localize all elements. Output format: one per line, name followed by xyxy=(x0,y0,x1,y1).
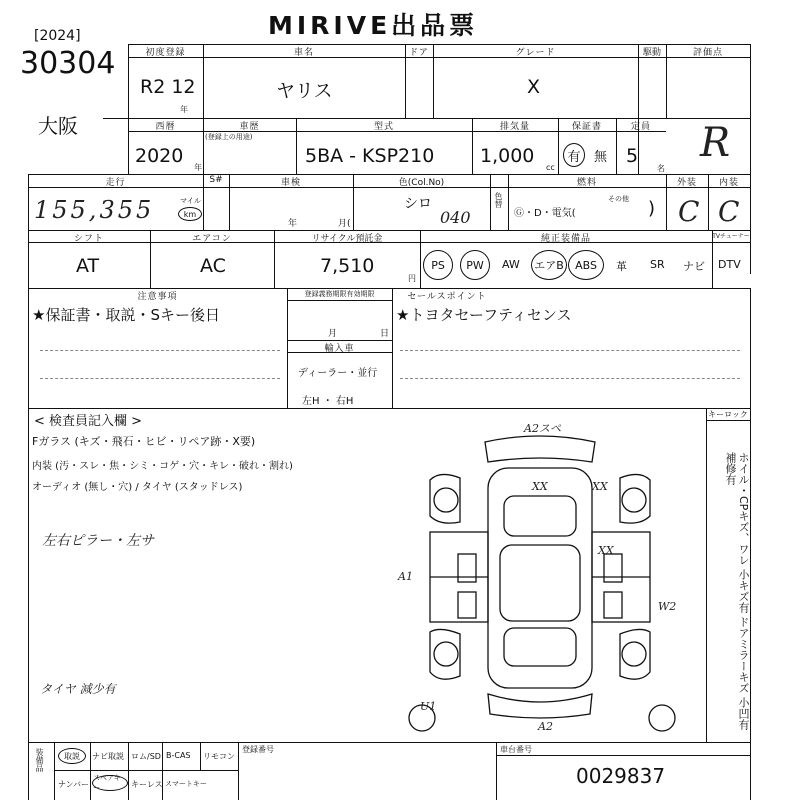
first-reg-year-unit: 年 xyxy=(180,105,188,114)
shaken-year: 年 xyxy=(288,219,298,229)
warranty-yes: 有 xyxy=(563,143,585,167)
drive-label: 駆動 xyxy=(642,48,661,58)
mark-a2-spare: A2スペ xyxy=(524,422,561,435)
shift-label: シフト xyxy=(73,234,104,244)
mark-xx-1: XX xyxy=(532,480,548,493)
equipment-pw: PW xyxy=(460,250,490,280)
fuel-close: ) xyxy=(648,198,656,219)
footer-rom-sd: ロム/SD xyxy=(131,752,161,761)
model-code-value: 5BA - KSP210 xyxy=(305,145,435,167)
color-change-label: 色替 xyxy=(494,192,503,208)
s-label: S# xyxy=(209,175,223,185)
model-code-label: 型式 xyxy=(373,122,394,132)
car-diagram xyxy=(400,420,680,740)
footer-manual: 取説 xyxy=(58,748,86,764)
grade-label: グレード xyxy=(515,48,556,58)
recycle-value: 7,510 xyxy=(320,255,375,277)
first-reg-value: R2 12 xyxy=(140,76,196,98)
equipment-abs: ABS xyxy=(568,250,604,280)
lot-number: 30304 xyxy=(20,46,116,81)
mark-u1: U1 xyxy=(420,700,437,713)
mark-a2-rear: A2 xyxy=(538,720,553,733)
ac-label: エアコン xyxy=(192,234,232,244)
exterior-value: C xyxy=(678,195,700,228)
reg-deadline-label: 登録義務期限有効期限 xyxy=(304,290,375,298)
interior-value: C xyxy=(718,195,740,228)
color-number: 040 xyxy=(440,208,471,227)
interior-label: 内装 xyxy=(718,178,739,188)
equipment-sr: SR xyxy=(650,258,665,271)
mileage-label: 走行 xyxy=(105,178,126,188)
fuel-value: Ⓖ・D・電気( xyxy=(514,208,576,219)
footer-side-label: 装備品 xyxy=(35,748,44,772)
footer-bcas: B-CAS xyxy=(166,751,191,760)
capacity-unit: 名 xyxy=(657,164,665,173)
import-dealer: ディーラー・並行 xyxy=(298,368,378,379)
equipment-label: 純正装備品 xyxy=(540,234,591,244)
capacity-value: 5 xyxy=(626,145,639,167)
import-label: 輸入車 xyxy=(324,344,355,354)
handwritten-note-2: タイヤ 減少有 xyxy=(40,682,116,696)
mark-a1: A1 xyxy=(398,570,413,583)
caution-value: ★保証書・取説・Sキー後日 xyxy=(32,306,220,324)
history-note: (登録上の用途) xyxy=(205,133,253,141)
car-name-label: 車名 xyxy=(293,48,314,58)
audio-line: オーディオ (無し・穴) / タイヤ (スタッドレス) xyxy=(32,482,243,493)
exterior-label: 外装 xyxy=(676,178,697,188)
footer-smart-key: スマートキー xyxy=(165,780,207,788)
footer-spare-key: スペアキー xyxy=(92,775,128,791)
equipment-dtv: DTV xyxy=(718,258,741,271)
handwritten-note-1: 左右ピラー・左サ xyxy=(42,533,154,549)
ac-value: AC xyxy=(200,255,226,277)
footer-number-plate: ナンバー xyxy=(58,780,90,789)
chassis-value: 0029837 xyxy=(576,764,666,788)
recycle-label: リサイクル預託金 xyxy=(311,234,383,244)
cc-unit: cc xyxy=(546,163,555,172)
region: 大阪 xyxy=(38,114,78,138)
fuel-label: 燃料 xyxy=(576,178,597,188)
reg-number-label: 登録番号 xyxy=(242,745,274,754)
shaken-month: 月( xyxy=(338,219,351,229)
km-unit: km xyxy=(178,207,202,221)
shaken-label: 車検 xyxy=(280,178,301,188)
warranty-no: 無 xyxy=(594,150,608,165)
mile-unit: マイル xyxy=(180,197,201,205)
import-handle: 左H ・ 右H xyxy=(302,396,354,407)
model-year-value: 2020 xyxy=(135,145,184,167)
mark-xx-2: XX xyxy=(592,480,608,493)
mark-xx-3: XX xyxy=(598,544,614,557)
mileage-value: 155,355 xyxy=(34,196,155,224)
equipment-ps: PS xyxy=(423,250,453,280)
side-notes: ホイル・CPキズ、ワレ 小キズ有 ドアミラーキズ 小凹有 補修有 xyxy=(724,452,750,730)
color-label: 色(Col.No) xyxy=(398,178,445,188)
chassis-label: 車台番号 xyxy=(500,745,532,754)
glass-line: Fガラス (キズ・飛石・ヒビ・リペア跡・X要) xyxy=(32,435,256,448)
warranty-label: 保証書 xyxy=(571,122,602,132)
year-label: [2024] xyxy=(34,28,81,44)
sales-value: ★トヨタセーフティセンス xyxy=(396,306,572,324)
equipment-navi: ナビ xyxy=(683,260,705,273)
grade-value: X xyxy=(527,76,541,98)
yen-unit: 円 xyxy=(408,274,416,283)
displacement-value: 1,000 xyxy=(480,145,535,167)
equipment-airbag: エアB xyxy=(531,250,567,280)
shift-value: AT xyxy=(76,255,100,277)
caution-label: 注意事項 xyxy=(137,292,178,302)
door-label: ドア xyxy=(409,48,429,58)
history-label: 車歴 xyxy=(239,122,260,132)
model-year-label: 西暦 xyxy=(155,122,176,132)
footer-remote: リモコン xyxy=(203,752,235,761)
capacity-label: 定員 xyxy=(630,122,651,132)
sales-label: セールスポイント xyxy=(407,292,487,302)
equipment-leather: 革 xyxy=(616,260,627,273)
equipment-aw: AW xyxy=(502,258,520,271)
interior-line: 内装 (汚・スレ・焦・シミ・コゲ・穴・キレ・破れ・割れ) xyxy=(32,461,293,472)
keylock-label: キーロック xyxy=(708,410,748,419)
footer-keyless: キーレス xyxy=(131,780,163,789)
reg-month: 月 xyxy=(328,329,338,339)
inspector-title: < 検査員記入欄 > xyxy=(34,414,143,429)
mark-w2: W2 xyxy=(658,600,677,613)
score-value: R xyxy=(700,120,731,166)
fuel-other: その他 xyxy=(608,195,629,203)
model-year-unit: 年 xyxy=(194,163,202,172)
displacement-label: 排気量 xyxy=(499,122,530,132)
document-title: MIRIVE出品票 xyxy=(268,11,479,40)
reg-day: 日 xyxy=(380,329,390,339)
footer-navi-manual: ナビ取説 xyxy=(92,752,124,761)
score-label: 評価点 xyxy=(692,48,723,58)
color-value: シロ xyxy=(404,196,432,212)
tuner-label: TVチューナー xyxy=(712,233,750,240)
car-name-value: ヤリス xyxy=(276,80,333,102)
first-reg-label: 初度登録 xyxy=(145,48,186,58)
